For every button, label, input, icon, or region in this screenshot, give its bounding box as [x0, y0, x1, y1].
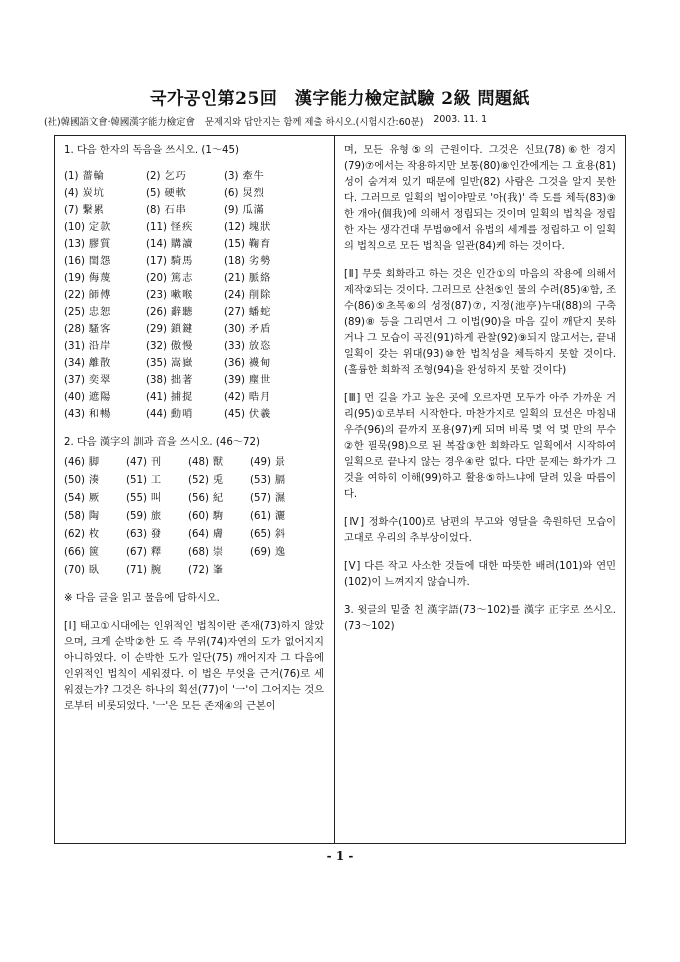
q2-item-hanja: 腕: [150, 565, 163, 576]
q1-item: [224, 237, 314, 253]
passage-1-left: [Ⅰ] 태고①시대에는 인위적인 법칙이란 존재(73)하지 않았으며, 크게 순박②한 도 즉 무위(74)자연의 도가 없어지지 아니하였다. 이 순박한 도가 일단(75) 깨어지자 그 다음에 인위적인 법칙이 세워졌다. 이 법은 무엇을 근거(76)로 세워졌는가? 그것은 하나의 획선(77)이 '一'이 그어지는 것으로부터 비롯되었다. '一'은 모든 존재④의 근본이: [64, 621, 324, 712]
q1-item-number: (38): [146, 375, 167, 386]
q2-item: [126, 563, 188, 579]
q1-item: [146, 356, 224, 372]
q1-item-number: (8): [146, 205, 161, 216]
q1-item: [64, 339, 146, 355]
q2-item-hanja: 駒: [212, 511, 225, 522]
q1-item-hanja: 騷客: [88, 324, 112, 335]
q1-item: [146, 237, 224, 253]
q1-item-hanja: 騎馬: [170, 256, 194, 267]
q1-item-number: (19): [64, 273, 85, 284]
q2-item: [64, 491, 126, 507]
q1-item: [224, 203, 314, 219]
q1-item-number: (33): [224, 341, 245, 352]
q1-item-hanja: 篤志: [170, 273, 194, 284]
q1-item: [64, 254, 146, 270]
q1-item-number: (44): [146, 409, 167, 420]
q1-item: [224, 373, 314, 389]
q2-item-hanja: 篋: [88, 547, 101, 558]
q1-item-number: (37): [64, 375, 85, 386]
q1-item: [64, 390, 146, 406]
q2-item-number: (64): [188, 529, 209, 540]
q1-item: [146, 220, 224, 236]
q1-item-number: (30): [224, 324, 245, 335]
q1-item-number: (41): [146, 392, 167, 403]
q1-item-number: (3): [224, 171, 239, 182]
q2-items: [64, 455, 324, 579]
q1-item: [64, 220, 146, 236]
q1-item-hanja: 捕捉: [170, 392, 194, 403]
q1-item-number: (35): [146, 358, 167, 369]
q2-item: [188, 491, 250, 507]
q2-item-hanja: 釋: [150, 547, 163, 558]
q2-item-hanja: 膚: [212, 529, 225, 540]
q2-item-number: (63): [126, 529, 147, 540]
q1-item-hanja: 傲慢: [170, 341, 194, 352]
q1-item-number: (43): [64, 409, 85, 420]
q1-item-hanja: 繫累: [82, 205, 105, 216]
q2-item: [250, 491, 312, 507]
q2-item-number: (68): [188, 547, 209, 558]
q1-item-number: (42): [224, 392, 245, 403]
q2-heading: 2. 다음 漢字의 訓과 音을 쓰시오. (46～72): [64, 437, 260, 448]
q1-item-hanja: 奕翠: [88, 375, 112, 386]
q1-item-number: (39): [224, 375, 245, 386]
q2-item: [188, 563, 250, 579]
q1-item-hanja: 和暢: [88, 409, 112, 420]
q1-item-hanja: 嵩嶽: [170, 358, 194, 369]
exam-date: 2003. 11. 1: [433, 114, 488, 125]
q2-item-number: (48): [188, 457, 209, 468]
q2-item: [64, 473, 126, 489]
q1-item: [224, 220, 314, 236]
page-number: - 1 -: [326, 849, 354, 863]
q1-heading: 1. 다음 한자의 독음을 쓰시오. (1～45): [64, 145, 239, 156]
q2-item-number: (60): [188, 511, 209, 522]
q2-item: [126, 545, 188, 561]
q1-item: [64, 322, 146, 338]
q1-item-number: (24): [224, 290, 245, 301]
q1-item: [224, 254, 314, 270]
q1-item-hanja: 炅烈: [242, 188, 265, 199]
q1-item: [224, 339, 314, 355]
passage-5: [Ⅴ] 다른 작고 사소한 것들에 대한 따뜻한 배려(101)와 연민(102)이 느껴지지 않습니까.: [344, 561, 616, 588]
q1-item-number: (20): [146, 273, 167, 284]
q1-item-number: (21): [224, 273, 245, 284]
q2-item-number: (56): [188, 493, 209, 504]
q1-item-hanja: 動哨: [170, 409, 194, 420]
q1-item-number: (9): [224, 205, 239, 216]
q2-item-hanja: 叫: [150, 493, 163, 504]
q1-item-number: (25): [64, 307, 85, 318]
q1-item-hanja: 蟠蛇: [248, 307, 272, 318]
q1-item-number: (31): [64, 341, 85, 352]
q2-item: [188, 473, 250, 489]
q2-item-hanja: 灑: [274, 511, 287, 522]
q2-item: [250, 527, 312, 543]
exam-notice: 문제지와 답안지는 함께 제출 하시오.(시험시간:60분): [204, 117, 424, 128]
q1-item: [224, 390, 314, 406]
q1-item-hanja: 石串: [164, 205, 187, 216]
q1-item: [64, 305, 146, 321]
q1-item-number: (15): [224, 239, 245, 250]
q2-item-hanja: 發: [150, 529, 163, 540]
q2-item-number: (72): [188, 565, 209, 576]
q1-item-number: (11): [146, 222, 167, 233]
q1-items: [64, 169, 324, 423]
q2-item-number: (67): [126, 547, 147, 558]
passage-3: [Ⅲ] 먼 길을 가고 높은 곳에 오르자면 모두가 아주 가까운 거리(95)①로부터 시작한다. 마찬가지로 일획의 묘선은 마침내 우주(96)의 끝까지 포용(97)케 되며 비록 몇 억 몇 만의 무수②한 필묵(98)으로 된 복잡③한 회화라도 일획에서 시작하여 일획으로 끝나지 않는 경우④란 없다. 다만 문제는 화가가 그것을 여하히 이해(99)하고 활용⑤하느냐에 달려 있을 따름이다.: [344, 393, 616, 500]
q1-item-number: (6): [224, 188, 239, 199]
q2-item-number: (69): [250, 547, 271, 558]
q2-item: [126, 509, 188, 525]
q1-item-hanja: 沿岸: [88, 341, 112, 352]
q2-item-hanja: 湊: [88, 475, 101, 486]
q2-item-number: (70): [64, 565, 85, 576]
q1-item-number: (32): [146, 341, 167, 352]
q1-item-hanja: 襪甸: [248, 358, 272, 369]
q2-item-hanja: 崇: [212, 547, 225, 558]
q2-item-number: (65): [250, 529, 271, 540]
q1-item: [224, 305, 314, 321]
q1-item-hanja: 硬軟: [164, 188, 187, 199]
q1-item-hanja: 牽牛: [242, 171, 265, 182]
q1-item-hanja: 鞠育: [248, 239, 272, 250]
q2-item-hanja: 膈: [274, 475, 287, 486]
q1-item-number: (22): [64, 290, 85, 301]
q1-item: [146, 203, 224, 219]
q2-item: [250, 455, 312, 471]
q2-item-hanja: 陶: [88, 511, 101, 522]
q2-item-hanja: 臥: [88, 565, 101, 576]
q2-item-hanja: 獸: [212, 457, 225, 468]
q1-item-hanja: 矛盾: [248, 324, 272, 335]
q1-item-hanja: 薔輪: [82, 171, 105, 182]
q2-item-hanja: 逸: [274, 547, 287, 558]
q2-item: [188, 455, 250, 471]
q2-item-number: (54): [64, 493, 85, 504]
q1-item: [146, 305, 224, 321]
q2-item-number: (47): [126, 457, 147, 468]
exam-info-line: [44, 114, 644, 128]
q1-item: [146, 186, 224, 202]
q1-item-number: (5): [146, 188, 161, 199]
q1-item-number: (2): [146, 171, 161, 182]
q1-item-hanja: 削除: [248, 290, 272, 301]
q1-item-hanja: 塵世: [248, 375, 272, 386]
q2-item: [188, 527, 250, 543]
q2-item-hanja: 紀: [212, 493, 225, 504]
left-column: [64, 143, 324, 715]
q2-item-number: (49): [250, 457, 271, 468]
q1-item: [64, 237, 146, 253]
q1-item-number: (23): [146, 290, 167, 301]
q1-item: [146, 339, 224, 355]
q2-item: [126, 491, 188, 507]
q1-item: [224, 169, 314, 185]
q2-item: [64, 527, 126, 543]
q2-item: [64, 563, 126, 579]
q2-item: [250, 509, 312, 525]
q1-item-number: (16): [64, 256, 85, 267]
q2-item: [250, 473, 312, 489]
q1-item-number: (13): [64, 239, 85, 250]
q2-item: [64, 509, 126, 525]
q2-item-hanja: 峯: [212, 565, 225, 576]
q1-item-number: (17): [146, 256, 167, 267]
q1-item: [224, 186, 314, 202]
q1-item-hanja: 師傅: [88, 290, 112, 301]
q1-item: [224, 288, 314, 304]
q1-item-number: (12): [224, 222, 245, 233]
q2-item: [126, 455, 188, 471]
q1-item-number: (7): [64, 205, 79, 216]
q2-item-hanja: 脚: [88, 457, 101, 468]
q1-item-hanja: 脈絡: [248, 273, 272, 284]
q1-item-hanja: 劣勢: [248, 256, 272, 267]
q2-item-number: (52): [188, 475, 209, 486]
q2-item-number: (71): [126, 565, 147, 576]
passage-2: [Ⅱ] 무릇 회화라고 하는 것은 인간①의 마음의 작용에 의해서 제작②되는 것이다. 그러므로 산천⑤인 물의 수려(85)④함, 조수(86)⑤초목⑥의 성정(87)⑦, 지정(池亭)누대(88)의 구축(89)⑧ 등을 그리면서 그 이법(90)을 마음 깊이 깨닫지 못하거나 그 모습이 곡진(91)하게 관찰(92)⑨되지 않고서는, 끝내 일획이 갖는 위대(93)⑩한 법칙성을 체득하지 못할 것이다.(훌륭한 회화적 조형(94)을 완성하지 못할 것이다): [344, 269, 616, 376]
q2-item: [126, 473, 188, 489]
q1-item: [146, 390, 224, 406]
q2-item-number: (50): [64, 475, 85, 486]
q2-item-number: (51): [126, 475, 147, 486]
q1-item-hanja: 怪疾: [170, 222, 194, 233]
q2-item: [64, 545, 126, 561]
right-column: [344, 143, 616, 635]
q2-item-hanja: 景: [274, 457, 287, 468]
q2-item-number: (61): [250, 511, 271, 522]
passage-4: [Ⅳ] 정화수(100)로 남편의 무고와 영달을 축원하던 모습이 고대로 우리의 추부상이었다.: [344, 517, 616, 544]
q1-item-hanja: 遮陽: [88, 392, 112, 403]
q1-item-number: (36): [224, 358, 245, 369]
q1-item-hanja: 塊狀: [248, 222, 272, 233]
q1-item-hanja: 鎖鍵: [170, 324, 194, 335]
page-title: 국가공인第25回 漢字能力檢定試驗 2級 問題紙: [149, 89, 530, 109]
q1-item: [64, 169, 146, 185]
q1-item-number: (4): [64, 188, 79, 199]
q1-item-hanja: 侮蔑: [88, 273, 112, 284]
column-divider: [334, 135, 335, 844]
q1-item: [64, 271, 146, 287]
q1-item: [224, 322, 314, 338]
q1-item-hanja: 忠恕: [88, 307, 112, 318]
q2-item-hanja: 兎: [212, 475, 225, 486]
q1-item: [64, 288, 146, 304]
q2-item-hanja: 濕: [274, 493, 287, 504]
q1-item-hanja: 定款: [88, 222, 112, 233]
q2-item-number: (46): [64, 457, 85, 468]
q3-heading: 3. 윗글의 밑줄 친 漢字語(73～102)를 漢字 正字로 쓰시오. (73～102): [344, 605, 616, 632]
q2-item: [188, 509, 250, 525]
q1-item: [146, 407, 224, 423]
q1-item: [146, 288, 224, 304]
q1-item: [64, 373, 146, 389]
q2-item-hanja: 刊: [150, 457, 163, 468]
q2-item-number: (55): [126, 493, 147, 504]
q1-item: [224, 407, 314, 423]
q1-item: [64, 203, 146, 219]
q1-item-hanja: 膠質: [88, 239, 112, 250]
q2-item-number: (57): [250, 493, 271, 504]
q2-item-number: (58): [64, 511, 85, 522]
q2-item-hanja: 枚: [88, 529, 101, 540]
q1-item-number: (45): [224, 409, 245, 420]
q1-item-hanja: 瓜滿: [242, 205, 265, 216]
q1-item-number: (18): [224, 256, 245, 267]
q1-item: [146, 254, 224, 270]
q2-item-number: (53): [250, 475, 271, 486]
q2-item: [126, 527, 188, 543]
q1-item-hanja: 購讀: [170, 239, 194, 250]
q2-item-hanja: 工: [150, 475, 163, 486]
q1-item-hanja: 辭聽: [170, 307, 194, 318]
q2-item-number: (66): [64, 547, 85, 558]
q1-item: [146, 271, 224, 287]
q1-item-number: (27): [224, 307, 245, 318]
q2-item: [188, 545, 250, 561]
passage-1-right: 며, 모든 유형⑤의 근원이다. 그것은 신묘(78)⑥한 경지(79)⑦에서는 작용하지만 보통(80)⑧인간에게는 그 효용(81)성이 숨겨져 있기 때문에 일반(82) 사람은 그것을 알지 못한다. 그러므로 일획의 법이야말로 '아(我)' 즉 도를 체득(83)⑨한 개아(個我)에 의해서 정립되는 것이며 일획의 법칙을 정립한 자는 생각건대 무법⑩에서 유법의 세계를 정립하고 이 일획의 법칙으로 모든 법칙을 일관(84)케 하는 것이다.: [344, 145, 616, 252]
q1-item-number: (28): [64, 324, 85, 335]
q1-item: [146, 322, 224, 338]
q1-item-hanja: 嗽喉: [170, 290, 194, 301]
q1-item-hanja: 炭坑: [82, 188, 105, 199]
q1-item-number: (26): [146, 307, 167, 318]
q1-item-hanja: 伏羲: [248, 409, 272, 420]
q1-item-hanja: 拙著: [170, 375, 194, 386]
q1-item-hanja: 放恣: [248, 341, 272, 352]
q1-item: [64, 186, 146, 202]
q2-item-hanja: 斜: [274, 529, 287, 540]
q1-item: [146, 169, 224, 185]
q1-item: [146, 373, 224, 389]
q1-item-number: (1): [64, 171, 79, 182]
q2-item-number: (62): [64, 529, 85, 540]
q2-item: [250, 545, 312, 561]
q2-item-hanja: 厥: [88, 493, 101, 504]
q2-item: [64, 455, 126, 471]
q1-item-hanja: 乞巧: [164, 171, 187, 182]
q1-item-number: (34): [64, 358, 85, 369]
q1-item-number: (40): [64, 392, 85, 403]
q1-item: [224, 356, 314, 372]
q2-item-hanja: 旅: [150, 511, 163, 522]
q1-item-hanja: 晧月: [248, 392, 272, 403]
q1-item: [64, 407, 146, 423]
q1-item-hanja: 閨怨: [88, 256, 112, 267]
q1-item-number: (14): [146, 239, 167, 250]
organization: (社)韓國語文會·韓國漢字能力檢定會: [44, 117, 195, 128]
instruction-note: ※ 다음 글을 읽고 물음에 답하시오.: [64, 593, 220, 604]
q1-item-hanja: 離散: [88, 358, 112, 369]
q1-item: [224, 271, 314, 287]
q1-item-number: (29): [146, 324, 167, 335]
q2-item-number: (59): [126, 511, 147, 522]
q1-item: [64, 356, 146, 372]
q1-item-number: (10): [64, 222, 85, 233]
